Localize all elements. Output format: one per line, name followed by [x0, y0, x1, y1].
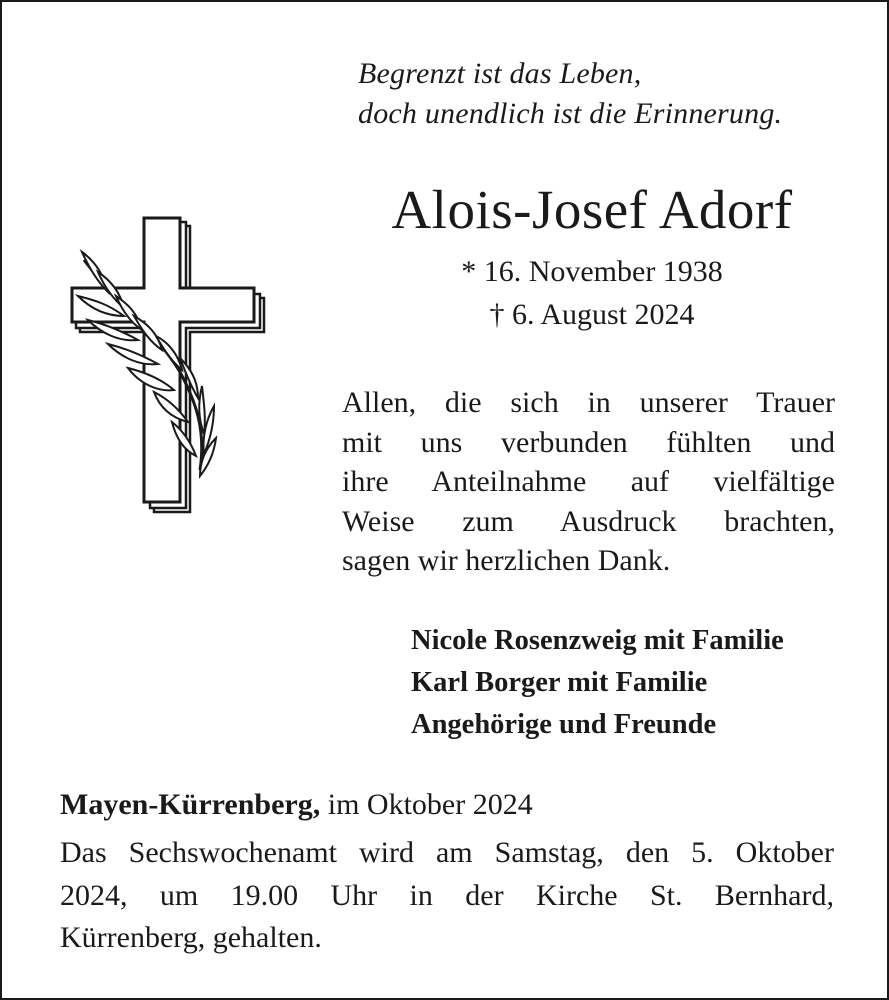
deceased-name: Alois-Josef Adorf	[391, 179, 793, 240]
notice-line: Kürrenberg, gehalten.	[60, 921, 322, 954]
quote-line-2: doch unendlich ist die Erinnerung.	[358, 97, 783, 130]
place-and-date	[60, 785, 840, 825]
thanks-line: Weise zum Ausdruck brachten,	[342, 504, 835, 538]
notice-date: im Oktober 2024	[327, 788, 533, 821]
thanks-message	[342, 383, 835, 581]
cross-with-palm-branch-icon	[68, 212, 268, 522]
mourner-entry: Nicole Rosenzweig mit Familie	[411, 625, 784, 656]
notice-line: 2024, um 19.00 Uhr in der Kirche St. Bernhard,	[60, 878, 834, 912]
thanks-line: ihre Anteilnahme auf vielfältige	[342, 465, 835, 498]
notice-line: Das Sechswochenamt wird am Samstag, den 5. Oktober	[60, 836, 834, 869]
mourner-entry: Karl Borger mit Familie	[411, 667, 708, 698]
thanks-line: mit uns verbunden fühlten und	[342, 425, 835, 459]
service-notice	[60, 832, 834, 960]
death-date: † 6. August 2024	[489, 298, 695, 331]
thanks-line: sagen wir herzlichen Dank.	[342, 544, 671, 577]
birth-date: * 16. November 1938	[461, 255, 723, 288]
mourner-entry: Angehörige und Freunde	[411, 709, 717, 740]
quote-line-1: Begrenzt ist das Leben,	[358, 57, 642, 90]
place-name: Mayen-Kürrenberg,	[60, 788, 321, 821]
thanks-line: Allen, die sich in unserer Trauer	[342, 386, 835, 419]
mourners-list	[411, 620, 851, 746]
memorial-quote	[358, 54, 858, 134]
